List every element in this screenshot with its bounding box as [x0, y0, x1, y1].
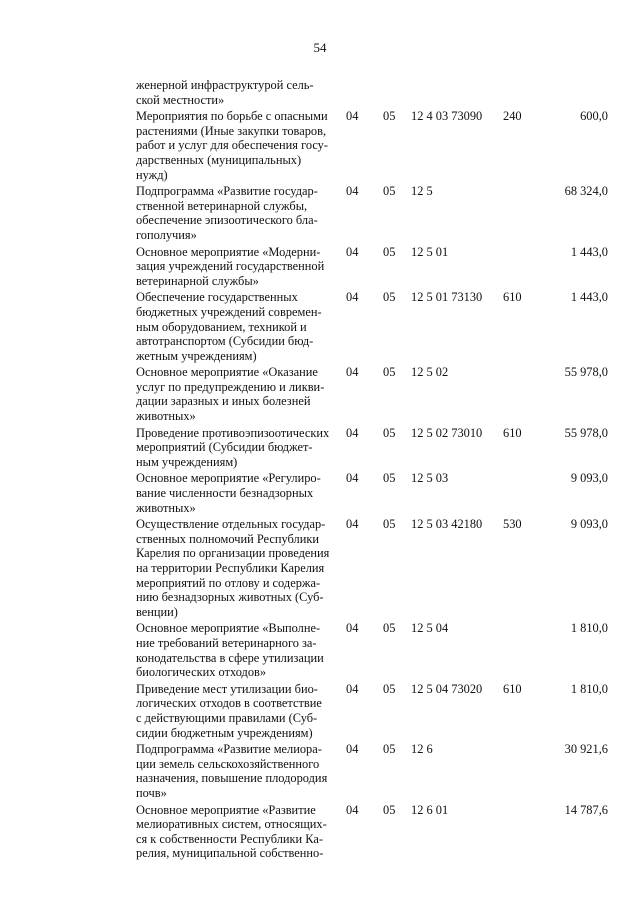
amount: 1 810,0	[570, 681, 608, 696]
row-name: Мероприятия по борьбе с опасными растениями (Иные закупки товаров, работ и услуг для обеспечения госу- дарственных (муниципальных) нужд)	[136, 109, 328, 182]
subsection-code: 05	[383, 802, 396, 817]
expense-type-code: 530	[503, 517, 522, 532]
row-name: Основное мероприятие «Развитие мелиоративных систем, относящих- ся к собственности Республики Ка- релия, муниципальной собственно-	[136, 802, 327, 861]
expense-type-code: 610	[503, 425, 522, 440]
section-code: 04	[346, 184, 359, 199]
row-name: Осуществление отдельных государ- ственных полномочий Республики Карелия по организации проведения на территории Республики Карелия мероприятий по отлову и содержа- нию безнадзорных животных (Суб- венции)	[136, 517, 330, 619]
table-row	[136, 621, 608, 679]
amount: 9 093,0	[570, 517, 608, 532]
expense-type-code: 240	[503, 109, 522, 124]
subsection-code: 05	[383, 517, 396, 532]
section-code: 04	[346, 365, 359, 380]
subsection-code: 05	[383, 681, 396, 696]
table-row	[136, 471, 608, 515]
target-code: 12 5 04 73020	[411, 681, 483, 696]
row-name: Основное мероприятие «Регулиро- вание численности безнадзорных животных»	[136, 471, 321, 515]
table-row	[136, 78, 608, 107]
section-code: 04	[346, 621, 359, 636]
row-name: Приведение мест утилизации био- логических отходов в соответствие с действующими правилами (Суб- сидии бюджетным учреждениям)	[136, 681, 322, 740]
section-code: 04	[346, 681, 359, 696]
amount: 9 093,0	[570, 471, 608, 486]
section-code: 04	[346, 425, 359, 440]
target-code: 12 5 03	[411, 471, 449, 486]
table-row	[136, 290, 608, 363]
expense-type-code: 610	[503, 290, 522, 305]
row-name: женерной инфраструктурой сель- ской местности»	[136, 78, 314, 107]
page-number: 54	[313, 40, 327, 55]
amount: 1 810,0	[570, 621, 608, 636]
subsection-code: 05	[383, 742, 396, 757]
amount: 600,0	[580, 109, 608, 124]
table-row	[136, 682, 608, 740]
target-code: 12 6	[411, 742, 433, 757]
row-name: Подпрограмма «Развитие государ- ственной ветеринарной службы, обеспечение эпизоотического бла- гополучия»	[136, 184, 318, 242]
table-row	[136, 245, 608, 289]
table-row	[136, 184, 608, 242]
target-code: 12 5 04	[411, 621, 449, 636]
table-row	[136, 742, 608, 800]
subsection-code: 05	[383, 109, 396, 124]
section-code: 04	[346, 109, 359, 124]
row-name: Основное мероприятие «Модерни- зация учреждений государственной ветеринарной службы»	[136, 244, 325, 288]
target-code: 12 4 03 73090	[411, 109, 483, 124]
subsection-code: 05	[383, 621, 396, 636]
section-code: 04	[346, 742, 359, 757]
section-code: 04	[346, 802, 359, 817]
budget-table	[136, 78, 608, 863]
subsection-code: 05	[383, 290, 396, 305]
table-row	[136, 365, 608, 423]
table-row	[136, 109, 608, 182]
table-row	[136, 426, 608, 470]
target-code: 12 6 01	[411, 802, 449, 817]
section-code: 04	[346, 471, 359, 486]
target-code: 12 5 01	[411, 244, 449, 259]
section-code: 04	[346, 290, 359, 305]
row-name: Основное мероприятие «Выполне- ние требований ветеринарного за- конодательства в сфере утилизации биологических отходов»	[136, 621, 324, 680]
target-code: 12 5 02 73010	[411, 425, 483, 440]
row-name: Обеспечение государственных бюджетных учреждений современ- ным оборудованием, техникой и автотранспортом (Субсидии бюд- жетным учреждениям)	[136, 290, 322, 363]
subsection-code: 05	[383, 471, 396, 486]
amount: 14 787,6	[564, 802, 608, 817]
row-name: Основное мероприятие «Оказание услуг по предупреждению и ликви- дации заразных и иных болезней животных»	[136, 365, 325, 424]
target-code: 12 5 01 73130	[411, 290, 483, 305]
row-name: Подпрограмма «Развитие мелиора- ции земель сельскохозяйственного назначения, повышение плодородия почв»	[136, 742, 328, 800]
row-name: Проведение противоэпизоотических мероприятий (Субсидии бюджет- ным учреждениям)	[136, 425, 330, 469]
table-row	[136, 517, 608, 619]
amount: 1 443,0	[570, 290, 608, 305]
expense-type-code: 610	[503, 681, 522, 696]
subsection-code: 05	[383, 365, 396, 380]
subsection-code: 05	[383, 244, 396, 259]
amount: 68 324,0	[564, 184, 608, 199]
section-code: 04	[346, 244, 359, 259]
target-code: 12 5	[411, 184, 433, 199]
subsection-code: 05	[383, 184, 396, 199]
subsection-code: 05	[383, 425, 396, 440]
target-code: 12 5 02	[411, 365, 449, 380]
amount: 55 978,0	[564, 425, 608, 440]
section-code: 04	[346, 517, 359, 532]
amount: 1 443,0	[570, 244, 608, 259]
amount: 55 978,0	[564, 365, 608, 380]
target-code: 12 5 03 42180	[411, 517, 483, 532]
amount: 30 921,6	[564, 742, 608, 757]
table-row	[136, 803, 608, 861]
